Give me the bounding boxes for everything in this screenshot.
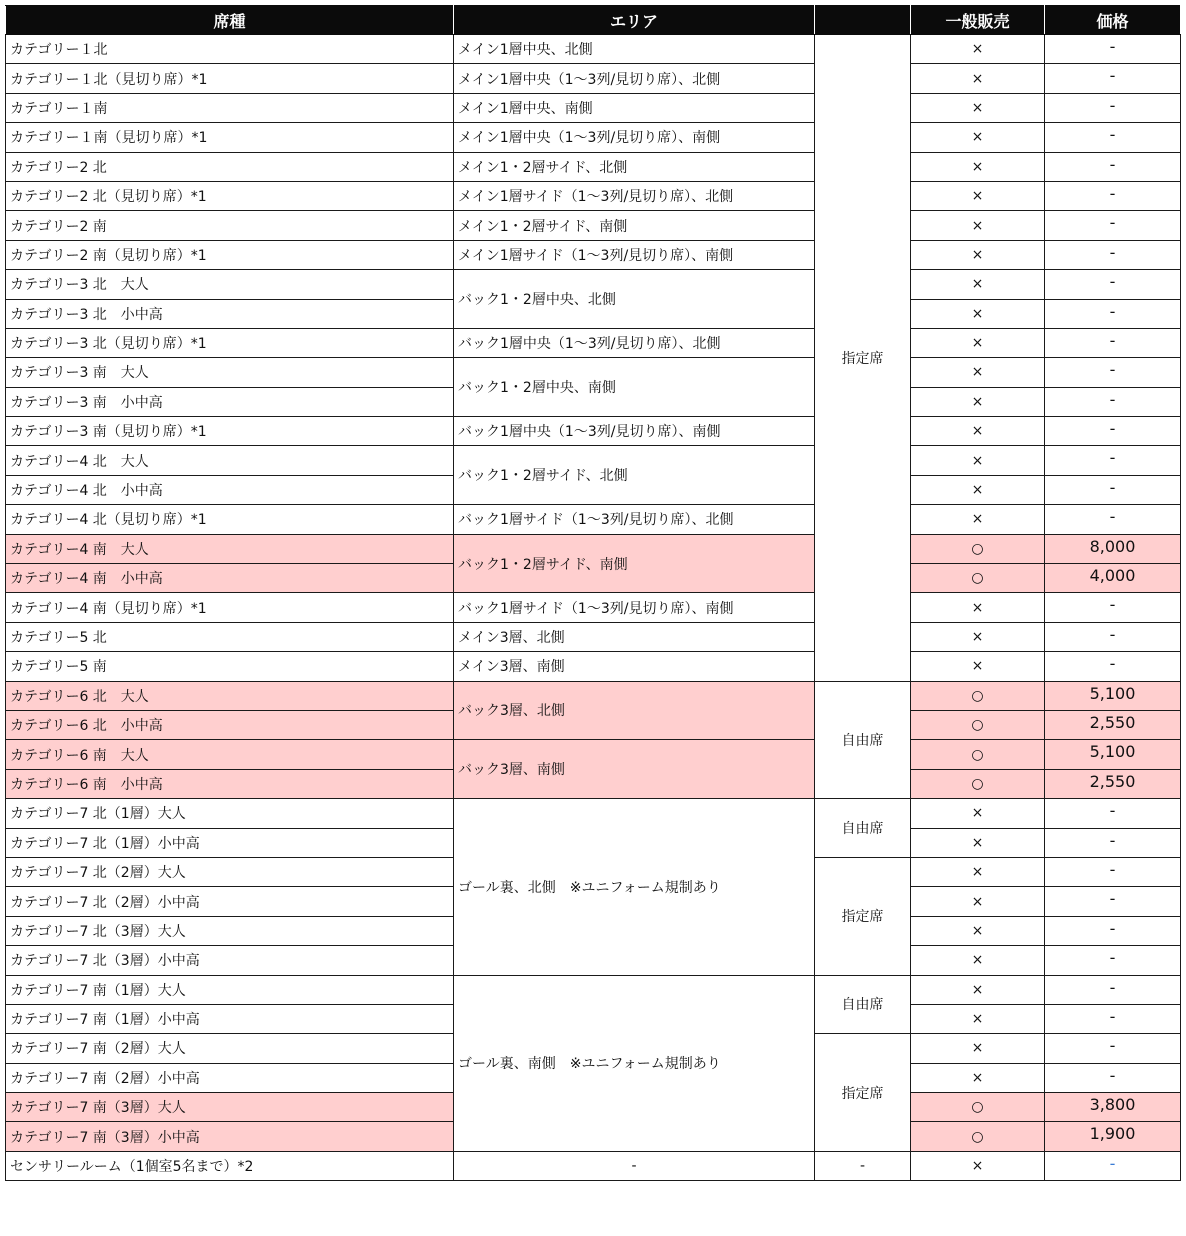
seat-kind-cell: 自由席 <box>815 681 911 799</box>
sale-cell: × <box>911 622 1045 651</box>
table-header-row <box>6 6 1181 35</box>
seat-kind-cell: 指定席 <box>815 1034 911 1152</box>
area-cell: バック3層、北側 <box>454 681 815 740</box>
seat-name-cell: カテゴリー3 北 大人 <box>6 270 454 299</box>
seat-name-cell: カテゴリー2 南 <box>6 211 454 240</box>
seat-name-cell: カテゴリー4 南（見切り席）*1 <box>6 593 454 622</box>
seat-name-cell: カテゴリー7 北（2層）小中高 <box>6 887 454 916</box>
seat-name-cell: カテゴリー3 北（見切り席）*1 <box>6 328 454 357</box>
sale-cell: × <box>911 35 1045 64</box>
price-cell: - <box>1045 1063 1181 1092</box>
price-cell: - <box>1045 799 1181 828</box>
price-cell: - <box>1045 1034 1181 1063</box>
seat-name-cell: カテゴリー2 南（見切り席）*1 <box>6 240 454 269</box>
table-row <box>6 93 1181 122</box>
sale-cell: × <box>911 887 1045 916</box>
sale-cell: × <box>911 1004 1045 1033</box>
area-cell: ゴール裏、北側 ※ユニフォーム規制あり <box>454 799 815 975</box>
sale-cell: ○ <box>911 769 1045 798</box>
sale-cell: × <box>911 93 1045 122</box>
price-cell: - <box>1045 1004 1181 1033</box>
sale-cell: × <box>911 328 1045 357</box>
sale-cell: × <box>911 1151 1045 1180</box>
seat-name-cell: カテゴリー4 北 小中高 <box>6 475 454 504</box>
price-cell: - <box>1045 93 1181 122</box>
seat-name-cell: カテゴリー5 南 <box>6 652 454 681</box>
sale-cell: × <box>911 417 1045 446</box>
header-seat-kind <box>815 6 911 35</box>
sale-cell: × <box>911 857 1045 886</box>
price-cell: - <box>1045 299 1181 328</box>
table-row <box>6 358 1181 387</box>
price-cell: 4,000 <box>1045 564 1181 593</box>
seat-name-cell: カテゴリー4 北（見切り席）*1 <box>6 505 454 534</box>
area-cell: バック1層中央（1〜3列/見切り席）、南側 <box>454 417 815 446</box>
price-cell: 2,550 <box>1045 710 1181 739</box>
header-general-sale: 一般販売 <box>911 6 1045 35</box>
seat-name-cell: カテゴリー2 北 <box>6 152 454 181</box>
seat-name-cell: センサリールーム（1個室5名まで）*2 <box>6 1151 454 1180</box>
sale-cell: × <box>911 593 1045 622</box>
price-cell: - <box>1045 152 1181 181</box>
price-cell: 5,100 <box>1045 740 1181 769</box>
price-cell: - <box>1045 622 1181 651</box>
header-price: 価格 <box>1045 6 1181 35</box>
area-cell: メイン1層中央（1〜3列/見切り席）、南側 <box>454 123 815 152</box>
table-row <box>6 534 1181 563</box>
price-cell: 2,550 <box>1045 769 1181 798</box>
price-cell: - <box>1045 652 1181 681</box>
table-row <box>6 270 1181 299</box>
price-cell: - <box>1045 505 1181 534</box>
price-cell: 3,800 <box>1045 1093 1181 1122</box>
table-row <box>6 35 1181 64</box>
area-cell: バック1・2層サイド、北側 <box>454 446 815 505</box>
seat-name-cell: カテゴリー6 南 大人 <box>6 740 454 769</box>
table-row <box>6 211 1181 240</box>
seat-name-cell: カテゴリー１南（見切り席）*1 <box>6 123 454 152</box>
seat-name-cell: カテゴリー4 北 大人 <box>6 446 454 475</box>
sale-cell: × <box>911 799 1045 828</box>
table-row <box>6 622 1181 651</box>
seat-name-cell: カテゴリー6 南 小中高 <box>6 769 454 798</box>
header-seat-type: 席種 <box>6 6 454 35</box>
seat-name-cell: カテゴリー7 南（3層）小中高 <box>6 1122 454 1151</box>
area-cell: バック1・2層サイド、南側 <box>454 534 815 593</box>
seat-name-cell: カテゴリー１北 <box>6 35 454 64</box>
sale-cell: × <box>911 446 1045 475</box>
price-cell: - <box>1045 358 1181 387</box>
price-cell: - <box>1045 35 1181 64</box>
price-cell: - <box>1045 1151 1181 1180</box>
price-cell: - <box>1045 328 1181 357</box>
area-cell: ゴール裏、南側 ※ユニフォーム規制あり <box>454 975 815 1151</box>
price-cell: - <box>1045 417 1181 446</box>
seat-price-table <box>5 5 1181 1181</box>
sale-cell: × <box>911 123 1045 152</box>
price-cell: - <box>1045 211 1181 240</box>
table-row <box>6 64 1181 93</box>
seat-name-cell: カテゴリー3 南 小中高 <box>6 387 454 416</box>
price-cell: - <box>1045 387 1181 416</box>
price-cell: 5,100 <box>1045 681 1181 710</box>
sale-cell: × <box>911 387 1045 416</box>
seat-name-cell: カテゴリー7 南（2層）大人 <box>6 1034 454 1063</box>
seat-name-cell: カテゴリー7 北（1層）大人 <box>6 799 454 828</box>
price-cell: - <box>1045 181 1181 210</box>
seat-name-cell: カテゴリー2 北（見切り席）*1 <box>6 181 454 210</box>
table-row <box>6 975 1181 1004</box>
header-area: エリア <box>454 6 815 35</box>
seat-name-cell: カテゴリー4 南 大人 <box>6 534 454 563</box>
sale-cell: ○ <box>911 681 1045 710</box>
price-cell: 8,000 <box>1045 534 1181 563</box>
seat-name-cell: カテゴリー5 北 <box>6 622 454 651</box>
sale-cell: × <box>911 828 1045 857</box>
table-row <box>6 681 1181 710</box>
price-cell: 1,900 <box>1045 1122 1181 1151</box>
table-row <box>6 446 1181 475</box>
seat-name-cell: カテゴリー7 南（3層）大人 <box>6 1093 454 1122</box>
sale-cell: ○ <box>911 534 1045 563</box>
seat-name-cell: カテゴリー3 北 小中高 <box>6 299 454 328</box>
seat-name-cell: カテゴリー3 南（見切り席）*1 <box>6 417 454 446</box>
sale-cell: ○ <box>911 564 1045 593</box>
seat-kind-cell: 指定席 <box>815 857 911 975</box>
seat-kind-cell: 自由席 <box>815 975 911 1034</box>
price-cell: - <box>1045 240 1181 269</box>
sale-cell: × <box>911 240 1045 269</box>
sale-cell: ○ <box>911 1093 1045 1122</box>
sale-cell: ○ <box>911 710 1045 739</box>
sale-cell: × <box>911 505 1045 534</box>
table-row <box>6 152 1181 181</box>
sale-cell: × <box>911 916 1045 945</box>
area-cell: メイン1・2層サイド、北側 <box>454 152 815 181</box>
table-row <box>6 593 1181 622</box>
area-cell: メイン3層、南側 <box>454 652 815 681</box>
area-cell: メイン1層中央、南側 <box>454 93 815 122</box>
price-cell: - <box>1045 887 1181 916</box>
sale-cell: × <box>911 975 1045 1004</box>
table-row <box>6 328 1181 357</box>
price-cell: - <box>1045 475 1181 504</box>
seat-name-cell: カテゴリー6 北 小中高 <box>6 710 454 739</box>
price-cell: - <box>1045 123 1181 152</box>
sale-cell: ○ <box>911 1122 1045 1151</box>
seat-name-cell: カテゴリー１南 <box>6 93 454 122</box>
area-cell: メイン1・2層サイド、南側 <box>454 211 815 240</box>
seat-name-cell: カテゴリー7 北（2層）大人 <box>6 857 454 886</box>
price-cell: - <box>1045 270 1181 299</box>
area-cell: バック1層サイド（1〜3列/見切り席）、南側 <box>454 593 815 622</box>
area-cell: メイン1層サイド（1〜3列/見切り席）、北側 <box>454 181 815 210</box>
sale-cell: × <box>911 270 1045 299</box>
area-cell: バック1・2層中央、北側 <box>454 270 815 329</box>
seat-name-cell: カテゴリー7 南（1層）大人 <box>6 975 454 1004</box>
sale-cell: × <box>911 152 1045 181</box>
sale-cell: × <box>911 299 1045 328</box>
table-row <box>6 652 1181 681</box>
seat-name-cell: カテゴリー4 南 小中高 <box>6 564 454 593</box>
table-row <box>6 799 1181 828</box>
table-row <box>6 740 1181 769</box>
sale-cell: ○ <box>911 740 1045 769</box>
table-row <box>6 417 1181 446</box>
price-cell: - <box>1045 593 1181 622</box>
area-cell: バック1・2層中央、南側 <box>454 358 815 417</box>
seat-kind-cell: 自由席 <box>815 799 911 858</box>
area-cell: メイン1層中央、北側 <box>454 35 815 64</box>
price-cell: - <box>1045 446 1181 475</box>
table-row <box>6 1151 1181 1180</box>
price-cell: - <box>1045 916 1181 945</box>
seat-name-cell: カテゴリー3 南 大人 <box>6 358 454 387</box>
price-cell: - <box>1045 857 1181 886</box>
table-row <box>6 240 1181 269</box>
sale-cell: × <box>911 652 1045 681</box>
price-cell: - <box>1045 828 1181 857</box>
area-cell: メイン3層、北側 <box>454 622 815 651</box>
area-cell: バック1層中央（1〜3列/見切り席）、北側 <box>454 328 815 357</box>
seat-kind-cell: - <box>815 1151 911 1180</box>
area-cell: メイン1層サイド（1〜3列/見切り席）、南側 <box>454 240 815 269</box>
sale-cell: × <box>911 1034 1045 1063</box>
sale-cell: × <box>911 211 1045 240</box>
seat-name-cell: カテゴリー7 北（3層）大人 <box>6 916 454 945</box>
sale-cell: × <box>911 946 1045 975</box>
seat-name-cell: カテゴリー7 北（3層）小中高 <box>6 946 454 975</box>
sale-cell: × <box>911 64 1045 93</box>
table-row <box>6 181 1181 210</box>
price-cell: - <box>1045 64 1181 93</box>
price-cell: - <box>1045 946 1181 975</box>
table-row <box>6 123 1181 152</box>
seat-name-cell: カテゴリー7 北（1層）小中高 <box>6 828 454 857</box>
seat-name-cell: カテゴリー7 南（1層）小中高 <box>6 1004 454 1033</box>
seat-kind-cell: 指定席 <box>815 35 911 682</box>
sale-cell: × <box>911 1063 1045 1092</box>
area-cell: メイン1層中央（1〜3列/見切り席）、北側 <box>454 64 815 93</box>
seat-name-cell: カテゴリー１北（見切り席）*1 <box>6 64 454 93</box>
table-row <box>6 505 1181 534</box>
seat-name-cell: カテゴリー6 北 大人 <box>6 681 454 710</box>
sale-cell: × <box>911 475 1045 504</box>
sale-cell: × <box>911 358 1045 387</box>
seat-name-cell: カテゴリー7 南（2層）小中高 <box>6 1063 454 1092</box>
area-cell: バック3層、南側 <box>454 740 815 799</box>
sale-cell: × <box>911 181 1045 210</box>
area-cell: - <box>454 1151 815 1180</box>
area-cell: バック1層サイド（1〜3列/見切り席）、北側 <box>454 505 815 534</box>
price-cell: - <box>1045 975 1181 1004</box>
